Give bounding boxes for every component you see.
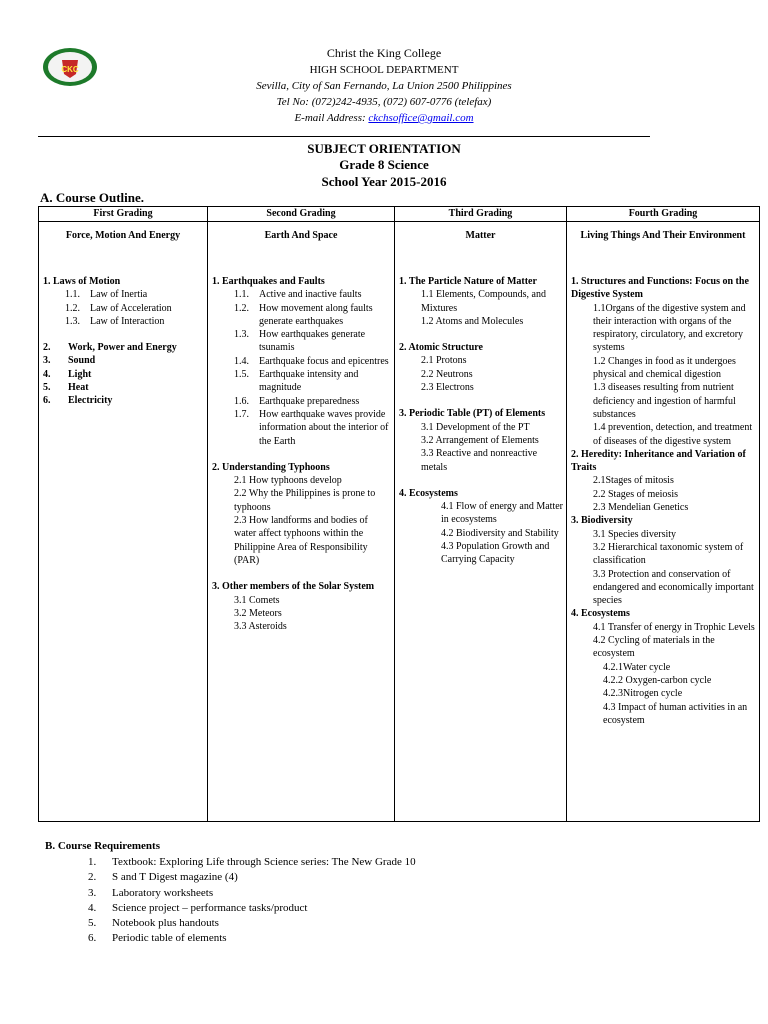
list-item: 4.2.1Water cycle	[603, 661, 671, 673]
list-item: 1.1. Active and inactive faults	[234, 289, 362, 301]
list-item: 4.2.2 Oxygen-carbon cycle	[603, 674, 712, 686]
email-label: E-mail Address:	[294, 112, 366, 124]
address: Sevilla, City of San Fernando, La Union 2500 Philippines	[256, 80, 512, 92]
column-body	[571, 275, 756, 727]
list-item: 4. Science project – performance tasks/product	[88, 901, 308, 914]
column-third-grading	[395, 207, 567, 821]
column-topic: Earth And Space	[264, 230, 338, 241]
list-item: 4.1 Flow of energy and Matter in ecosystems	[441, 501, 564, 526]
list-item: 4.2 Biodiversity and Stability	[441, 527, 559, 539]
list-item: 3.1 Species diversity	[593, 528, 677, 540]
list-item: 2.2 Why the Philippines is prone to typhoons	[234, 488, 376, 513]
list-item: 1.4 prevention, detection, and treatment of diseases of the digestive system	[593, 422, 753, 447]
column-heading: First Grading	[39, 207, 207, 222]
email-link[interactable]: ckchsoffice@gmail.com	[368, 112, 474, 124]
list-item: 3.2 Arrangement of Elements	[421, 434, 539, 446]
doc-title: SUBJECT ORIENTATION	[307, 141, 461, 156]
topic-heading: 1. Structures and Functions: Focus on the Digestive System	[571, 276, 749, 301]
list-item: 1.1Organs of the digestive system and their interaction with organs of the respiratory, circulatory, and excretory systems	[593, 302, 746, 354]
list-item: 1.3. Law of Interaction	[65, 315, 165, 327]
column-body	[212, 275, 391, 633]
list-item: 4.3 Impact of human activities in an ecosystem	[603, 701, 748, 726]
list-item: 1.6. Earthquake preparedness	[234, 395, 360, 407]
column-body	[399, 275, 563, 567]
list-item: 3. Laboratory worksheets	[88, 886, 214, 899]
topic-heading: 2. Heredity: Inheritance and Variation of Traits	[571, 448, 746, 474]
telephone: Tel No: (072)242-4935, (072) 607-0776 (telefax)	[276, 96, 492, 108]
topic-heading: 1. Laws of Motion	[43, 276, 121, 287]
list-item: 3.3 Protection and conservation of endangered and economically important species	[593, 568, 754, 607]
list-item: 2.1 Protons	[421, 355, 467, 367]
list-item: 2.2 Stages of meiosis	[593, 488, 678, 500]
list-item: 2.3 Electrons	[421, 382, 474, 394]
list-item: 4.1 Transfer of energy in Trophic Levels	[593, 621, 755, 633]
list-item: 1.5. Earthquake intensity and magnitude	[234, 369, 359, 394]
list-item: 1. Textbook: Exploring Life through Science series: The New Grade 10	[88, 856, 416, 868]
topic-heading: 3. Other members of the Solar System	[212, 581, 375, 593]
list-item: 2.1 How typhoons develop	[234, 475, 342, 487]
list-item: 1.2. Law of Acceleration	[65, 302, 172, 314]
list-item: 2. S and T Digest magazine (4)	[88, 871, 238, 884]
column-topic: Matter	[465, 230, 496, 241]
list-item: 1.2 Changes in food as it undergoes physical and chemical digestion	[593, 355, 736, 381]
list-item: 4.2.3Nitrogen cycle	[603, 688, 683, 700]
list-item: 6. Periodic table of elements	[88, 932, 227, 945]
requirements-list	[88, 855, 416, 947]
doc-school-year: School Year 2015-2016	[321, 174, 447, 189]
section-a-heading: A. Course Outline.	[40, 190, 144, 205]
list-item: 2.1Stages of mitosis	[593, 475, 674, 487]
list-item: 1.2. How movement along faults generate earthquakes	[234, 302, 373, 327]
list-item: 1.3. How earthquakes generate tsunamis	[234, 329, 366, 354]
list-item: 1.3 diseases resulting from nutrient deficiency and ingestion of harmful substances	[593, 382, 736, 420]
topic-heading: 2. Understanding Typhoons	[212, 461, 330, 473]
topic-heading: 1. The Particle Nature of Matter	[399, 276, 537, 287]
topic-heading: 4. Ecosystems	[571, 608, 630, 620]
list-item: 1.7. How earthquake waves provide information about the interior of the Earth	[234, 408, 389, 447]
column-topic: Force, Motion And Energy	[65, 230, 181, 241]
column-first-grading	[39, 207, 208, 821]
list-item: 1.1 Elements, Compounds, and Mixtures	[421, 289, 546, 314]
list-item: 2.2 Neutrons	[421, 368, 473, 380]
topic-heading: 3. Periodic Table (PT) of Elements	[399, 408, 546, 420]
list-item: 1.2 Atoms and Molecules	[421, 315, 524, 327]
list-item: 3.1 Development of the PT	[421, 421, 530, 433]
list-item: 4.2 Cycling of materials in the ecosystem	[593, 635, 715, 660]
column-heading: Third Grading	[395, 207, 566, 222]
topic-heading: 4. Ecosystems	[399, 487, 458, 499]
section-b-heading: B. Course Requirements	[45, 840, 160, 852]
list-item: 3.3 Asteroids	[234, 621, 287, 633]
list-item: 1.4. Earthquake focus and epicentres	[234, 355, 389, 367]
column-heading: Fourth Grading	[567, 207, 759, 222]
topic-heading: 2. Atomic Structure	[399, 342, 483, 354]
email-line	[0, 110, 768, 126]
list-item: 2.3 How landforms and bodies of water affect typhoons within the Philippine Area of Responsibility (PAR)	[234, 515, 368, 566]
list-item: 5. Heat	[43, 382, 89, 394]
list-item: 4.3 Population Growth and Carrying Capacity	[441, 541, 550, 566]
list-item: 4. Light	[43, 368, 92, 380]
list-item: 3.1 Comets	[234, 594, 280, 606]
list-item: 3. Sound	[43, 355, 96, 367]
column-body	[43, 275, 204, 408]
column-heading: Second Grading	[208, 207, 394, 222]
course-outline-table	[38, 206, 760, 822]
department: HIGH SCHOOL DEPARTMENT	[309, 64, 459, 76]
column-second-grading	[208, 207, 395, 821]
list-item: 5. Notebook plus handouts	[88, 917, 219, 930]
topic-heading: 1. Earthquakes and Faults	[212, 276, 325, 287]
topic-heading: 3. Biodiversity	[571, 515, 633, 527]
list-item: 3.2 Meteors	[234, 607, 282, 619]
doc-subject: Grade 8 Science	[339, 157, 429, 172]
list-item: 2. Work, Power and Energy	[43, 342, 177, 354]
list-item: 1.1. Law of Inertia	[65, 289, 148, 301]
column-topic: Living Things And Their Environment	[580, 230, 746, 241]
column-fourth-grading	[567, 207, 759, 821]
list-item: 3.3 Reactive and nonreactive metals	[421, 448, 538, 473]
list-item: 3.2 Hierarchical taxonomic system of classification	[593, 541, 744, 567]
list-item: 6. Electricity	[43, 395, 113, 407]
logo-text: CKC	[61, 65, 79, 74]
header-divider	[38, 136, 650, 137]
college-name: Christ the King College	[326, 46, 442, 60]
list-item: 2.3 Mendelian Genetics	[593, 502, 689, 514]
